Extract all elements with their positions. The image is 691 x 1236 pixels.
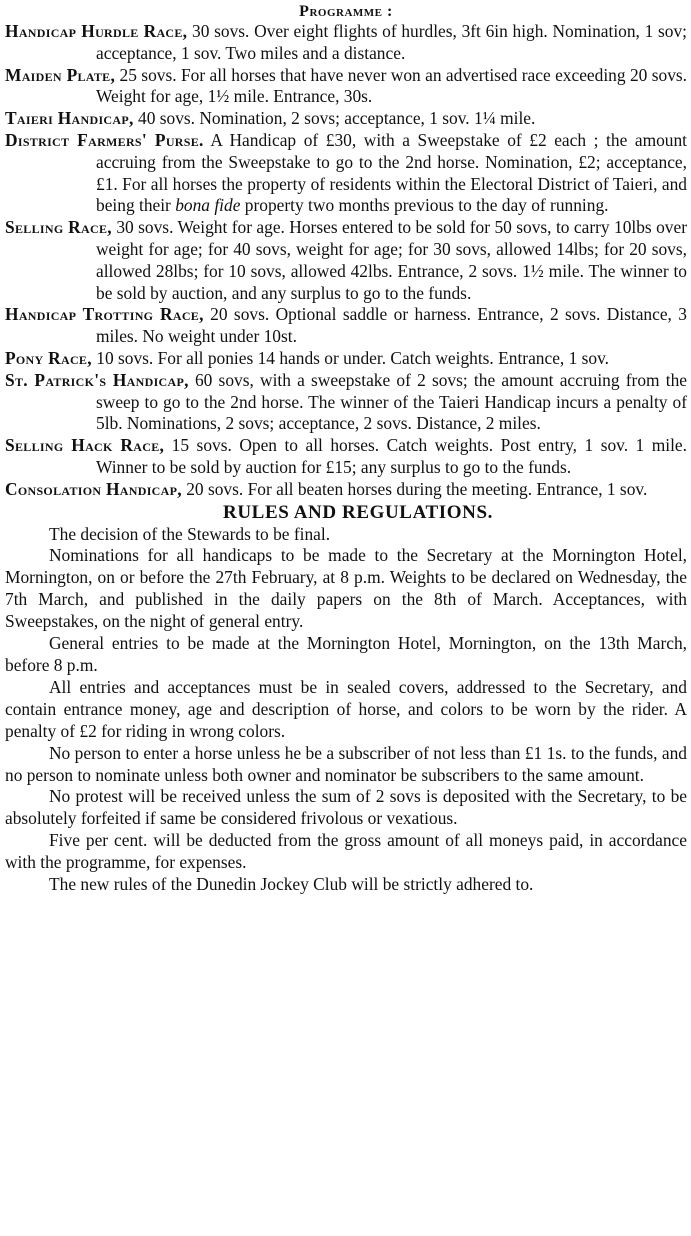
race-name: St. Patrick's Handicap,: [5, 369, 189, 390]
rule-paragraph: The new rules of the Dunedin Jockey Club will be strictly adhered to.: [49, 874, 534, 895]
race-entry: [5, 479, 687, 501]
rule-paragraph: The decision of the Stewards to be final.: [49, 523, 331, 544]
race-entry: [5, 65, 687, 109]
race-details: 40 sovs. Nomination, 2 sovs; acceptance, 1 sov. 1¼ mile.: [138, 108, 536, 129]
race-name: Selling Race,: [5, 217, 112, 238]
race-entry: [5, 108, 687, 130]
rule-paragraph: Nominations for all handicaps to be made to the Secretary at the Mornington Hotel, Mornington, on or before the 27th February, at 8 p.m. Weights to be declared on Wednesday, the 7th March, and published in the daily papers on the 8th of March. Acceptances, with Sweepstakes, on the night of general entry.: [5, 545, 687, 632]
race-details-continued: property two months previous to the day of running.: [244, 195, 609, 216]
race-details: 60 sovs, with a sweepstake of 2 sovs; the amount accruing from the sweep to go to the 2nd horse. The winner of the Taieri Handicap incurs a penalty of 5lb. Nominations, 2 sovs; acceptance, 2 sovs. Distance, 2 miles.: [96, 369, 687, 434]
race-name: Maiden Plate,: [5, 64, 116, 85]
race-details: 10 sovs. For all ponies 14 hands or under. Catch weights. Entrance, 1 sov.: [96, 347, 610, 368]
race-details: A Handicap of £30, with a Sweepstake of £2 each ; the amount accruing from the Sweepstake to go to the 2nd horse. Nomination, £2; acceptance, £1. For all horses the property of residents within the Electoral District of Taieri, and being their: [96, 129, 688, 216]
race-details-italic: bona fide: [175, 195, 241, 216]
rule-paragraph: No person to enter a horse unless he be a subscriber of not less than £1 1s. to the funds, and no person to nominate unless both owner and nominator be subscribers to the same amount.: [5, 742, 687, 785]
race-details: 15 sovs. Open to all horses. Catch weights. Post entry, 1 sov. 1 mile. Winner to be sold by auction for £15; any surplus to go to the funds.: [96, 435, 687, 477]
race-details: 20 sovs. Optional saddle or harness. Entrance, 2 sovs. Distance, 3 miles. No weight under 10st.: [96, 304, 687, 347]
race-name: Consolation Handicap,: [5, 478, 182, 499]
race-entry: [5, 370, 687, 435]
race-name: Pony Race,: [5, 347, 92, 368]
rules-list: [5, 524, 687, 896]
race-details: 25 sovs. For all horses that have never won an advertised race exceeding 20 sovs. Weight for age, 1½ mile. Entrance, 30s.: [96, 64, 687, 107]
race-name: Handicap Trotting Race,: [5, 304, 204, 325]
race-entry: [5, 21, 687, 65]
race-list: [5, 21, 687, 501]
race-details: 20 sovs. For all beaten horses during the meeting. Entrance, 1 sov.: [186, 478, 648, 499]
race-details: 30 sovs. Weight for age. Horses entered to be sold for 50 sovs, to carry 10lbs over weight for age; for 40 sovs, weight for age; for 30 sovs, allowed 14lbs; for 20 sovs, allowed 28lbs; for 10 sovs, allowed 42lbs. Entrance, 2 sovs. 1½ mile. The winner to be sold by auction, and any surplus to go to the funds.: [96, 217, 688, 303]
race-entry: [5, 130, 687, 217]
race-name: Taieri Handicap,: [5, 108, 134, 129]
race-name: Selling Hack Race,: [5, 435, 165, 456]
rule-paragraph: All entries and acceptances must be in sealed covers, addressed to the Secretary, and contain entrance money, age and description of horse, and colors to be worn by the rider. A penalty of £2 for riding in wrong colors.: [5, 676, 687, 741]
race-entry: [5, 217, 687, 304]
race-details: 30 sovs. Over eight flights of hurdles, 3ft 6in high. Nomination, 1 sov; acceptance, 1 sov. Two miles and a distance.: [96, 21, 687, 63]
rule-paragraph: General entries to be made at the Mornington Hotel, Mornington, on the 13th March, before 8 p.m.: [5, 633, 687, 675]
race-name: Handicap Hurdle Race,: [5, 21, 188, 41]
race-entry: [5, 304, 687, 348]
race-name: District Farmers' Purse.: [5, 129, 204, 150]
race-entry: [5, 435, 687, 479]
rules-title: RULES AND REGULATIONS.: [223, 501, 493, 523]
rule-paragraph: No protest will be received unless the sum of 2 sovs is deposited with the Secretary, to be absolutely forfeited if same be considered frivolous or vexatious.: [5, 786, 687, 829]
rule-paragraph: Five per cent. will be deducted from the gross amount of all moneys paid, in accordance with the programme, for expenses.: [5, 830, 687, 873]
race-entry: [5, 348, 687, 370]
programme-heading: Programme :: [299, 3, 393, 20]
